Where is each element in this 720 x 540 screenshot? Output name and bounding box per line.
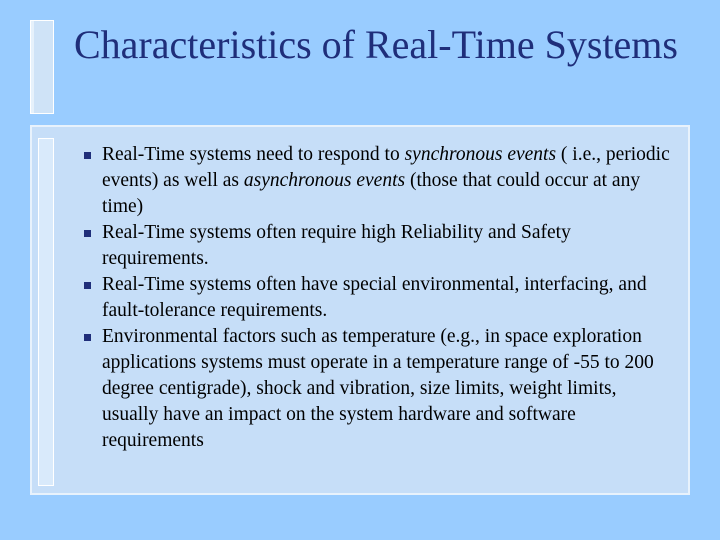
bullet-item [74, 220, 674, 272]
bullet-text-segment: asynchronous events [243, 170, 406, 191]
bullet-text-segment: Real-Time systems need to respond to [102, 144, 405, 165]
content-accent-bar [38, 138, 54, 486]
bullet-text-segment: Real-Time systems often require high Reliability and Safety requirements. [102, 222, 571, 269]
slide-title: Characteristics of Real-Time Systems [74, 22, 678, 67]
bullet-text-segment: synchronous events [404, 144, 557, 165]
bullet-text-segment: Real-Time systems often have special environmental, interfacing, and fault-tolerance requirements. [102, 274, 647, 321]
bullet-text-segment: ( i.e., periodic events) as well as [102, 144, 670, 191]
bullet-text-segment: Environmental factors such as temperature (e.g., in space exploration applications systems must operate in a temperature range of -55 to 200 degree centigrade), shock and vibration, size limits, weight limits, usually have an impact on the system hardware and software requirements [102, 326, 654, 451]
square-bullet-icon [84, 334, 91, 341]
bullet-list [74, 142, 674, 454]
bullet-item [74, 272, 674, 324]
bullet-item [74, 324, 674, 454]
bullet-item [74, 142, 674, 220]
square-bullet-icon [84, 152, 91, 159]
square-bullet-icon [84, 230, 91, 237]
title-accent-bar [30, 20, 54, 114]
bullet-text-segment: (those that could occur at any time) [102, 170, 641, 217]
square-bullet-icon [84, 282, 91, 289]
